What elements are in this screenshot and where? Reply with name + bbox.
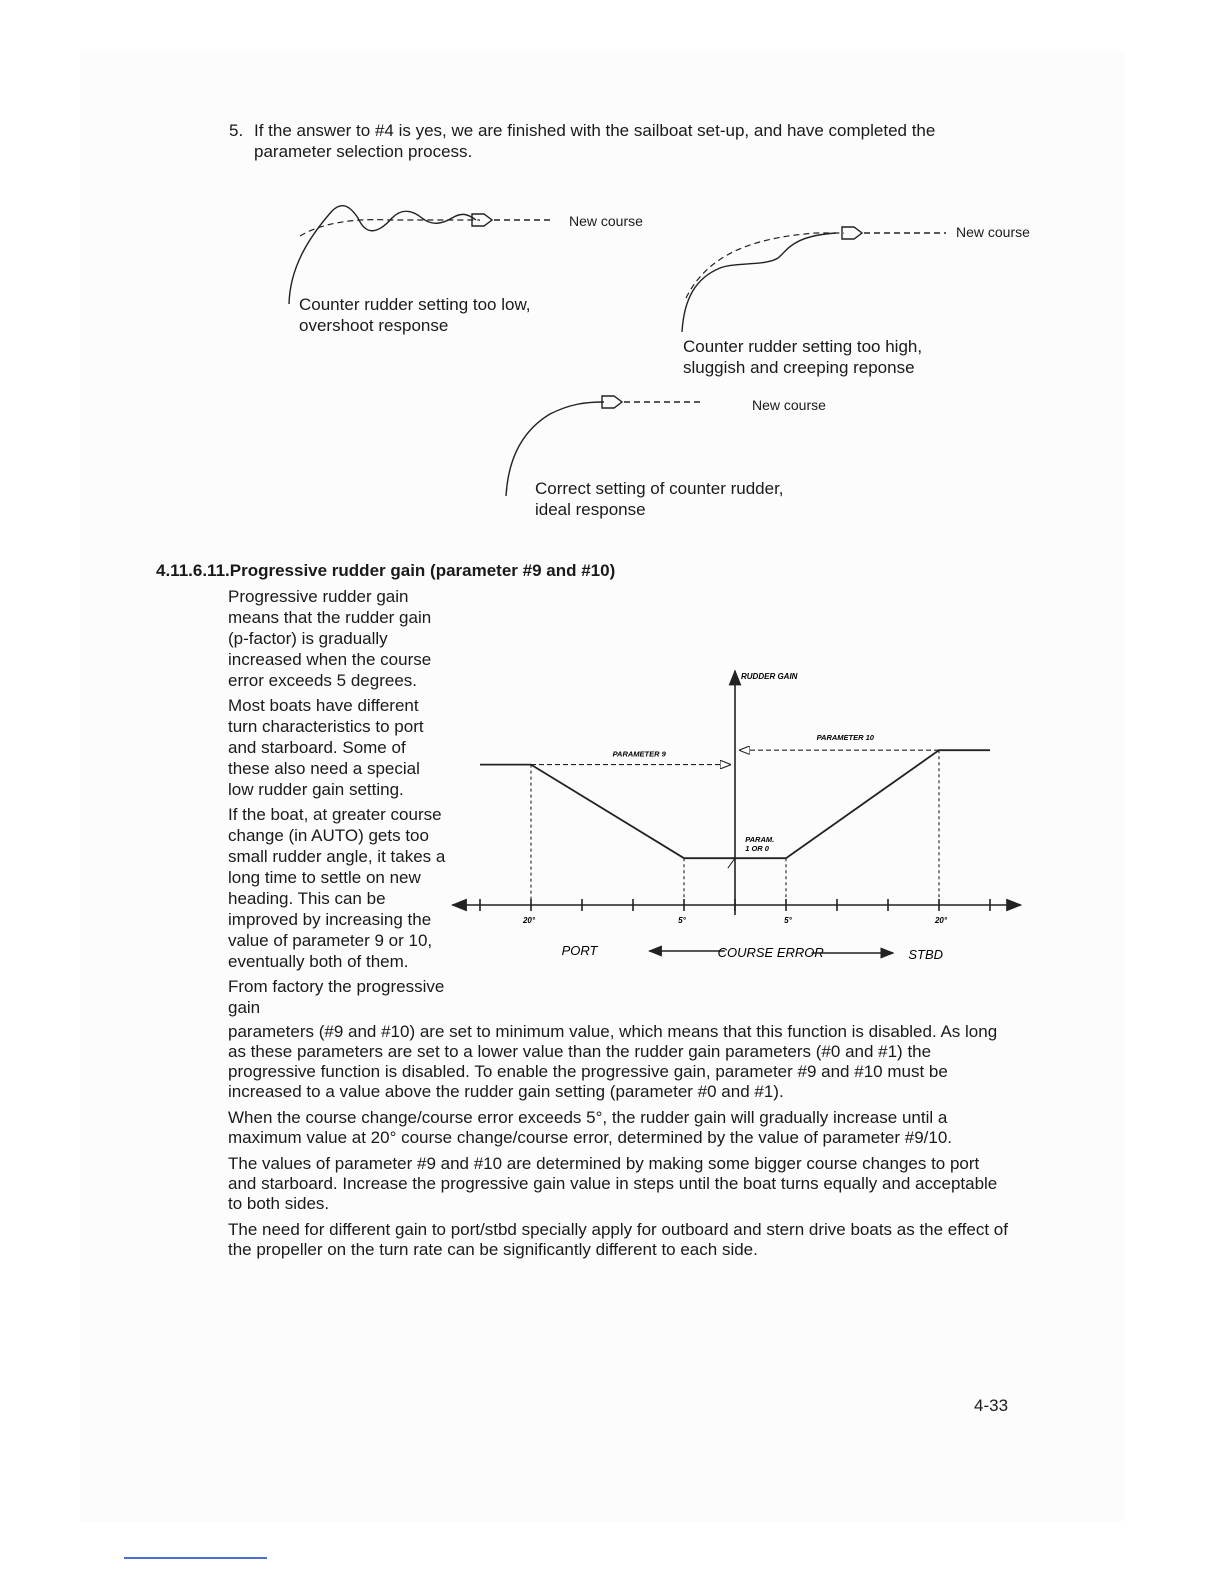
sluggish-caption-line1: Counter rudder setting too high, xyxy=(683,337,923,356)
param-1-or-0-label: 1 OR 0 xyxy=(745,844,769,854)
section-heading: 4.11.6.11.Progressive rudder gain (parameter #9 and #10) xyxy=(156,561,616,580)
sluggish-course-diagram xyxy=(676,218,956,334)
stbd-label: STBD xyxy=(908,947,944,962)
page-number: 4-33 xyxy=(974,1396,1009,1415)
new-course-label-2: New course xyxy=(956,224,1030,240)
column-paragraph: If the boat, at greater course change (in AUTO) gets too small rudder angle, it takes a long time to settle on new heading. This can be improved by increasing the value of parameter 9 or 10, eventually both of them. xyxy=(228,805,446,971)
column-paragraph: Most boats have different turn characteristics to port and starboard. Some of these also need a special low rudder gain setting. xyxy=(228,696,424,799)
x-tick-label: 5° xyxy=(784,916,792,925)
overshoot-caption-line2: overshoot response xyxy=(299,316,449,335)
column-text xyxy=(228,586,450,1022)
x-axis-label: COURSE ERROR xyxy=(717,945,824,960)
x-tick-label: 20° xyxy=(522,916,536,925)
bottom-rule xyxy=(124,1557,267,1559)
body-paragraph: The values of parameter #9 and #10 are determined by making some bigger course changes to port and starboard. Increase the progressive gain value in steps until the boat turns equally and acceptable to both sides. xyxy=(228,1154,998,1213)
body-paragraph: parameters (#9 and #10) are set to minimum value, which means that this function is disabled. As long as these parameters are set to a lower value than the rudder gain parameters (#0 and #1) the progressive function is disabled. To enable the progressive gain, parameter #9 and #10 must be increased to a value above the rudder gain setting (parameter #0 and #1). xyxy=(228,1022,998,1101)
x-tick-label: 20° xyxy=(934,916,948,925)
sluggish-caption-line2: sluggish and creeping reponse xyxy=(683,358,915,377)
column-paragraph: From factory the progressive gain xyxy=(228,977,445,1017)
column-paragraph: Progressive rudder gain means that the rudder gain (p-factor) is gradually increased when the course error exceeds 5 degrees. xyxy=(228,587,432,690)
parameter-10-label: PARAMETER 10 xyxy=(816,733,874,743)
progressive-gain-chart xyxy=(440,660,1040,980)
overshoot-caption-line1: Counter rudder setting too low, xyxy=(299,295,531,314)
new-course-label-3: New course xyxy=(752,397,826,413)
param-1-or-0-label: PARAM. xyxy=(745,835,775,845)
full-width-text xyxy=(228,1022,1008,1266)
ideal-caption-line2: ideal response xyxy=(535,500,646,519)
overshoot-course-diagram xyxy=(280,196,580,306)
body-paragraph: When the course change/course error exceeds 5°, the rudder gain will gradually increase until a maximum value at 20° course change/course error, determined by the value of parameter #9/10. xyxy=(228,1108,953,1147)
ideal-caption-line1: Correct setting of counter rudder, xyxy=(535,479,784,498)
x-tick-label: 5° xyxy=(678,916,686,925)
list-number: 5. xyxy=(229,121,244,140)
body-paragraph: The need for different gain to port/stbd specially apply for outboard and stern drive boats as the effect of the propeller on the turn rate can be significantly different to each side. xyxy=(228,1220,1008,1259)
port-label: PORT xyxy=(561,943,598,958)
parameter-9-label: PARAMETER 9 xyxy=(612,749,666,759)
param-pointer xyxy=(728,858,735,868)
intro-text: If the answer to #4 is yes, we are finished with the sailboat set-up, and have completed the parameter selection process. xyxy=(254,121,936,161)
y-axis-label: RUDDER GAIN xyxy=(741,672,798,681)
new-course-label-1: New course xyxy=(569,213,643,229)
